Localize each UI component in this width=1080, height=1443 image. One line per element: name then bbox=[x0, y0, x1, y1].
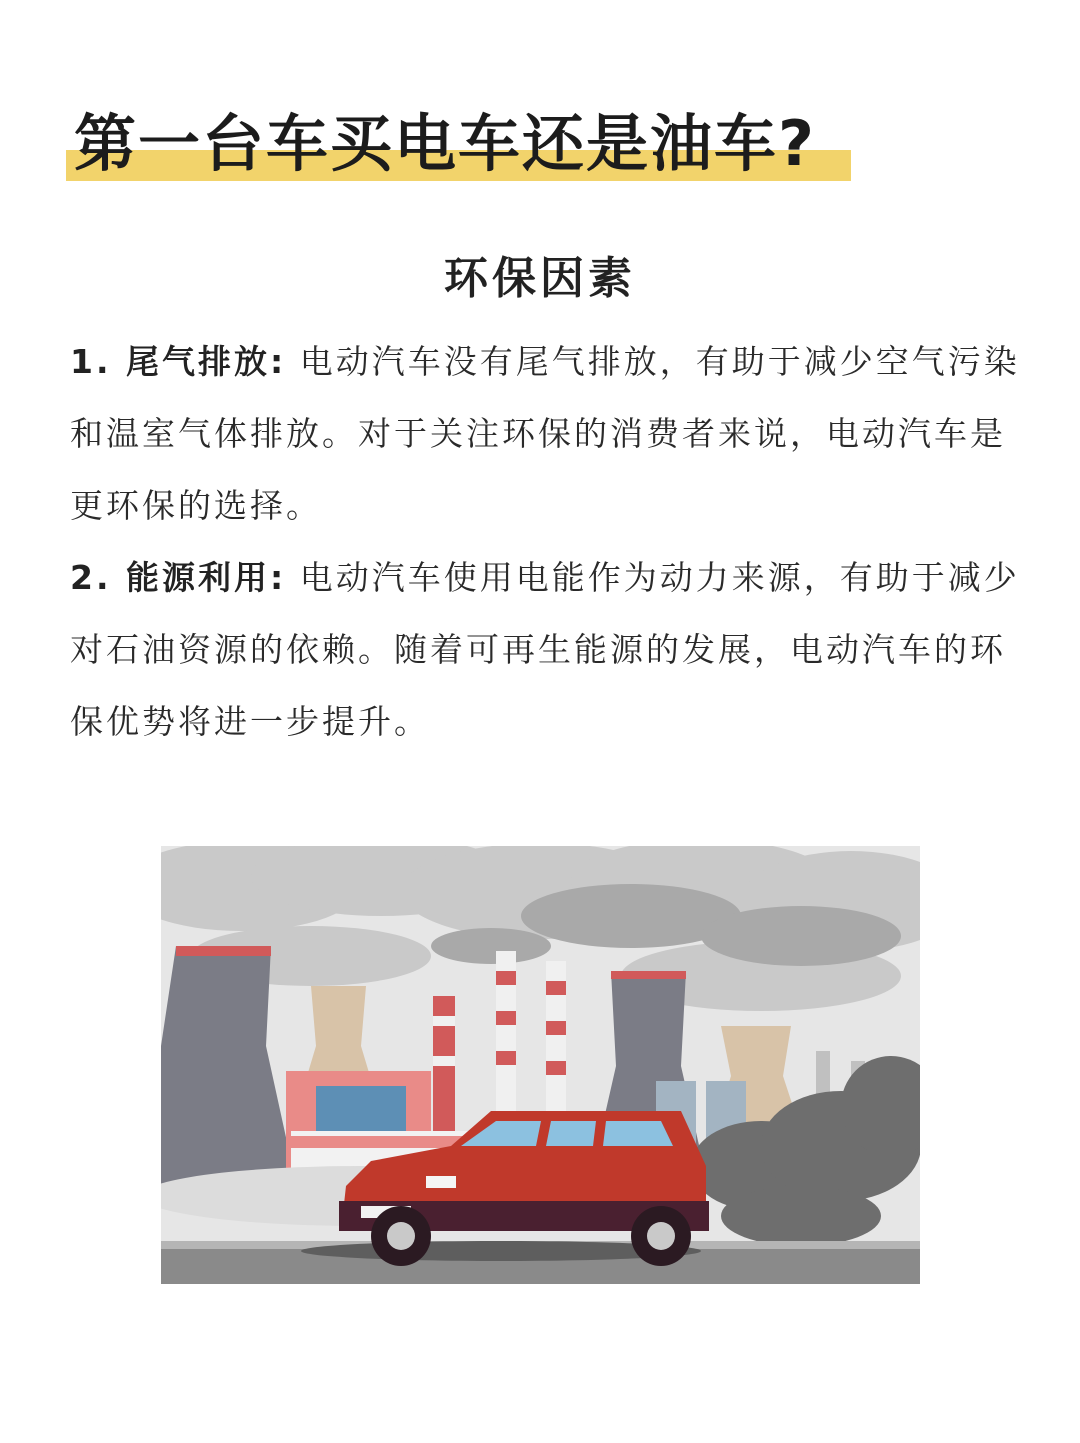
pollution-illustration bbox=[161, 846, 920, 1284]
point-energy-text: 电动汽车使用电能作为动力来源，有助于减少对石油资源的依赖。随着可再生能源的发展，电动汽车的环保优势将进一步提升。 bbox=[70, 558, 1020, 741]
page-title: 第一台车买电车还是油车? bbox=[74, 107, 816, 180]
point-emissions-lead: 1. 尾气排放: bbox=[70, 342, 287, 381]
title-block bbox=[66, 104, 856, 188]
point-emissions bbox=[70, 326, 1030, 542]
point-emissions-text: 电动汽车没有尾气排放，有助于减少空气污染和温室气体排放。对于关注环保的消费者来说，电动汽车是更环保的选择。 bbox=[70, 342, 1020, 525]
article-body bbox=[70, 326, 1030, 758]
section-title: 环保因素 bbox=[444, 253, 636, 304]
polluting-car-factory-illustration bbox=[161, 846, 920, 1284]
point-energy bbox=[70, 542, 1030, 758]
point-energy-lead: 2. 能源利用: bbox=[70, 558, 287, 597]
